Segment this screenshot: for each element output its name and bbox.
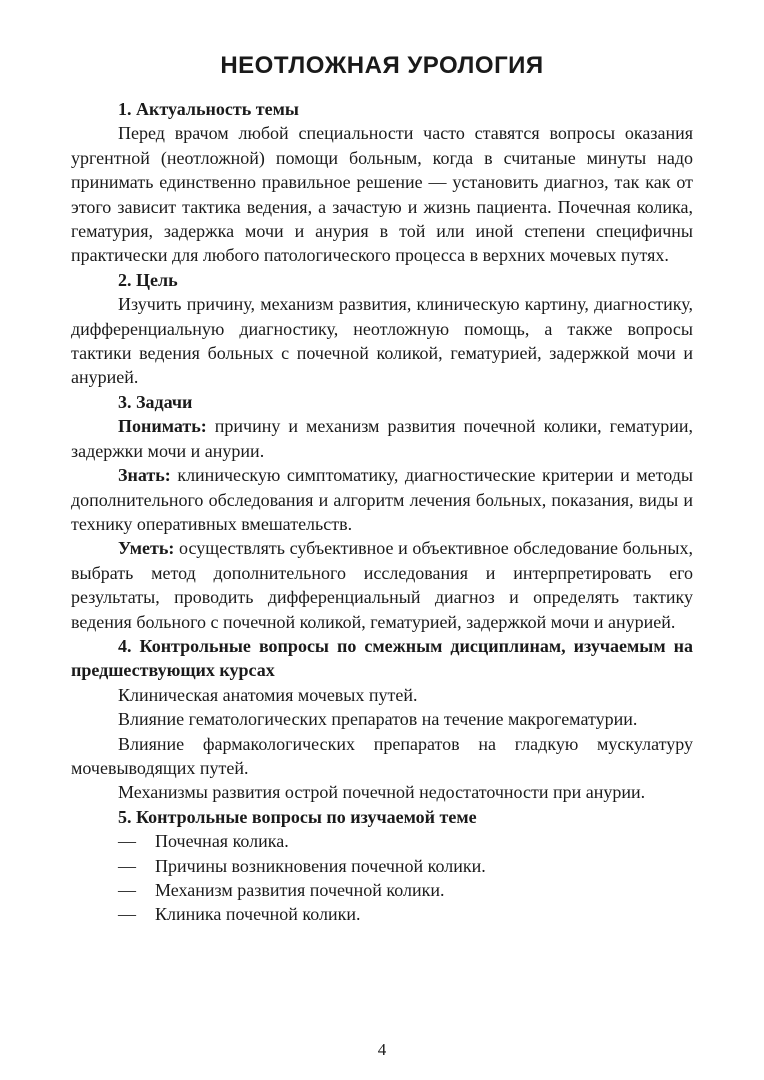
task-able-label: Уметь:	[118, 538, 175, 559]
list-item	[71, 878, 693, 902]
list-item	[71, 829, 693, 853]
section-5-heading: 5. Контрольные вопросы по изучаемой теме	[118, 806, 477, 827]
page-title: НЕОТЛОЖНАЯ УРОЛОГИЯ	[220, 52, 544, 79]
list-item-text: Клиника почечной колики.	[155, 904, 361, 925]
list-item	[71, 902, 693, 926]
section-3-heading: 3. Задачи	[118, 391, 193, 412]
section-2-heading: 2. Цель	[118, 269, 178, 290]
list-item-text: Почечная колика.	[155, 831, 289, 852]
task-able-text: осуществлять субъективное и объективное обследование больных, выбрать метод дополнительного исследования и интерпретировать его результаты, проводить дифференциальный диагноз и определять тактику ведения больного с почечной коликой, гематурией, задержкой мочи и анурией.	[71, 538, 693, 632]
list-item: Клиническая анатомия мочевых путей.	[118, 684, 418, 705]
section-1-heading: 1. Актуальность темы	[118, 99, 299, 119]
list-item: Влияние фармакологических препаратов на гладкую мускулатуру мочевыводящих путей.	[71, 733, 693, 778]
task-know-label: Знать:	[118, 465, 171, 486]
dash-bullet: —	[118, 880, 136, 900]
task-understand-text: причину и механизм развития почечной колики, гематурии, задержки мочи и анурии.	[71, 416, 693, 461]
dash-bullet: —	[118, 831, 136, 852]
list-item	[71, 854, 693, 878]
task-know-text: клиническую симптоматику, диагностические критерии и методы дополнительного обследования и алгоритм лечения больных, показания, виды и технику оперативных вмешательств.	[71, 465, 693, 534]
task-able	[71, 536, 693, 634]
task-understand-label: Понимать:	[118, 416, 207, 437]
page-number: 4	[377, 1040, 387, 1059]
dash-bullet: —	[118, 855, 136, 876]
list-item: Влияние гематологических препаратов на течение макрогематурии.	[118, 709, 638, 730]
section-1-text: Перед врачом любой специальности часто ставятся вопросы оказания ургентной (неотложной) помощи больным, когда в считаные минуты надо принимать единственно правильное решение — установить диагноз, так как от этого зависит тактика ведения, а зачастую и жизнь пациента. Почечная колика, гематурия, задержка мочи и анурия в той или иной степени специфичны практически для любого патологического процесса в верхних мочевых путях.	[71, 123, 693, 266]
section-2-text: Изучить причину, механизм развития, клиническую картину, диагностику, дифференциальную диагностику, неотложную помощь, а также вопросы тактики ведения больных с почечной коликой, гематурией, задержкой мочи и анурией.	[71, 294, 693, 388]
list-item-text: Причины возникновения почечной колики.	[155, 855, 486, 876]
document-body	[71, 97, 693, 927]
task-know	[71, 463, 693, 536]
list-item-text: Механизм развития почечной колики.	[155, 880, 445, 900]
dash-bullet: —	[118, 904, 136, 925]
section-4-heading: 4. Контрольные вопросы по смежным дисциплинам, изучаемым на предшествующих курсах	[71, 635, 693, 681]
task-understand	[71, 414, 693, 463]
list-item: Механизмы развития острой почечной недостаточности при анурии.	[118, 782, 646, 803]
